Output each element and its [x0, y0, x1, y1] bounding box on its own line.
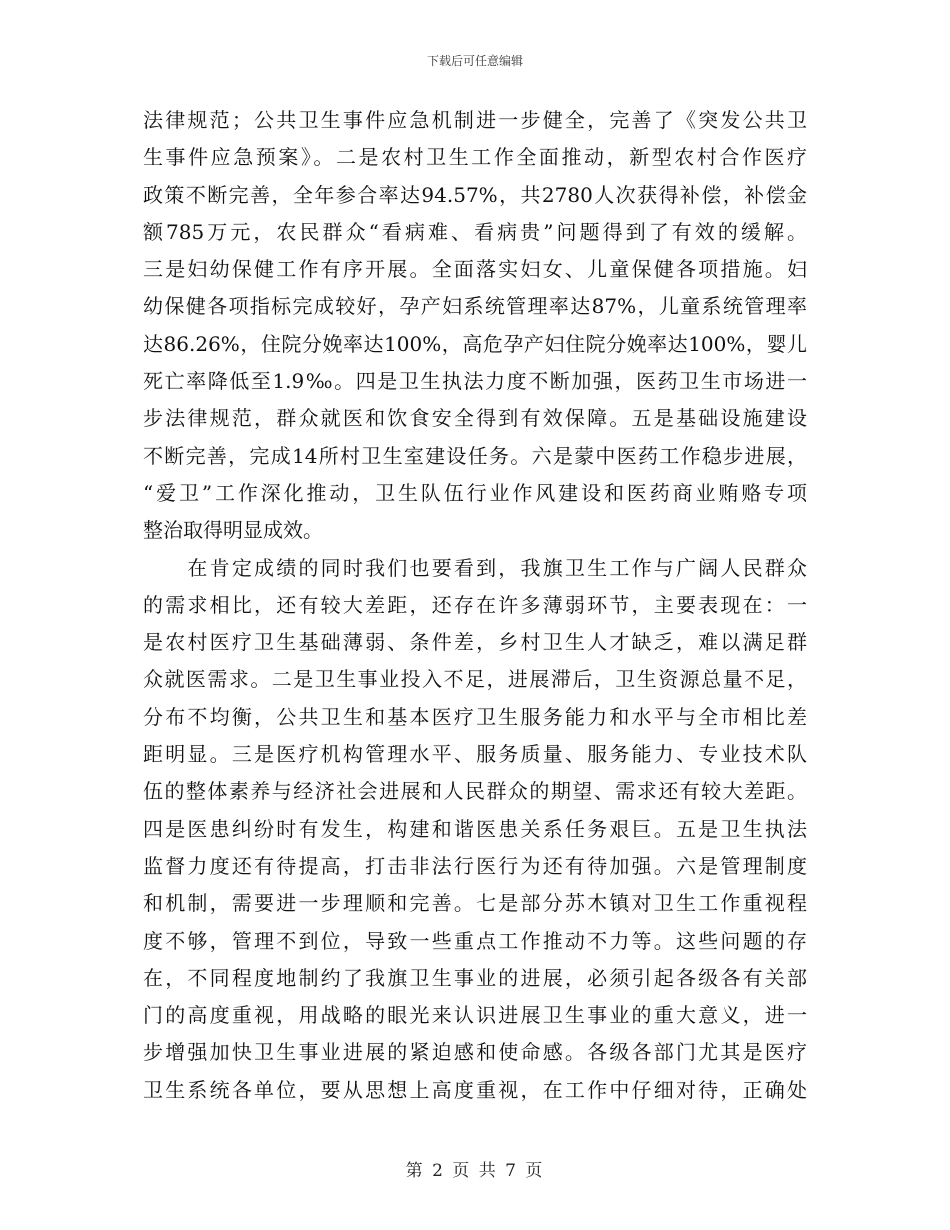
- text-line: 法律规范；公共卫生事件应急机制进一步健全，完善了《突发公共卫: [143, 108, 807, 132]
- text-line: 伍的整体素养与经济社会进展和人民群众的期望、需求还有较大差距。: [143, 779, 807, 804]
- text-line: 政策不断完善，全年参合率达94.57%，共2780人次获得补偿，补偿金: [143, 182, 807, 207]
- text-line: 达86.26%，住院分娩率达100%，高危孕产妇住院分娩率达100%，婴儿: [143, 331, 807, 356]
- text-line: 的需求相比，还有较大差距，还存在许多薄弱环节，主要表现在：一: [143, 592, 807, 617]
- text-line: 生事件应急预案》。二是农村卫生工作全面推动，新型农村合作医疗: [143, 145, 807, 170]
- paragraph-1: [143, 102, 807, 550]
- text-line: 整治取得明显成效。: [143, 518, 323, 543]
- text-line: 四是医患纠纷时有发生，构建和谐医患关系任务艰巨。五是卫生执法: [143, 816, 807, 841]
- text-line: “爱卫”工作深化推动，卫生队伍行业作风建设和医药商业贿赂专项: [143, 480, 807, 505]
- text-line: 幼保健各项指标完成较好，孕产妇系统管理率达87%，儿童系统管理率: [143, 294, 807, 319]
- text-line: 分布不均衡，公共卫生和基本医疗卫生服务能力和水平与全市相比差: [143, 704, 807, 729]
- text-line: 度不够，管理不到位，导致一些重点工作推动不力等。这些问题的存: [143, 928, 807, 953]
- text-line: 步增强加快卫生事业进展的紧迫感和使命感。各级各部门尤其是医疗: [143, 1040, 807, 1065]
- text-line: 众就医需求。二是卫生事业投入不足，进展滞后，卫生资源总量不足，: [143, 667, 807, 692]
- text-line: 额785万元，农民群众“看病难、看病贵”问题得到了有效的缓解。: [143, 219, 807, 244]
- text-line: 不断完善，完成14所村卫生室建设任务。六是蒙中医药工作稳步进展，: [143, 443, 807, 468]
- paragraph-2: [143, 550, 807, 1109]
- text-line: 在，不同程度地制约了我旗卫生事业的进展，必须引起各级各有关部: [143, 965, 807, 990]
- text-line: 卫生系统各单位，要从思想上高度重视，在工作中仔细对待，正确处: [143, 1077, 807, 1102]
- page-number: 第 2 页 共 7 页: [405, 1161, 545, 1181]
- text-line: 距明显。三是医疗机构管理水平、服务质量、服务能力、专业技术队: [143, 742, 807, 767]
- text-line: 和机制，需要进一步理顺和完善。七是部分苏木镇对卫生工作重视程: [143, 891, 807, 916]
- text-line: 在肯定成绩的同时我们也要看到，我旗卫生工作与广阔人民群众: [143, 555, 807, 580]
- text-line: 监督力度还有待提高，打击非法行医行为还有待加强。六是管理制度: [143, 853, 807, 878]
- text-line: 门的高度重视，用战略的眼光来认识进展卫生事业的重大意义，进一: [143, 1003, 807, 1028]
- body-text: [143, 102, 807, 1109]
- text-line: 三是妇幼保健工作有序开展。全面落实妇女、儿童保健各项措施。妇: [143, 257, 807, 282]
- text-line: 是农村医疗卫生基础薄弱、条件差，乡村卫生人才缺乏，难以满足群: [143, 630, 807, 655]
- text-line: 死亡率降低至1.9‰。四是卫生执法力度不断加强，医药卫生市场进一: [143, 369, 807, 394]
- text-line: 步法律规范，群众就医和饮食安全得到有效保障。五是基础设施建设: [143, 406, 807, 431]
- page-header: 下载后可任意编辑: [426, 54, 523, 68]
